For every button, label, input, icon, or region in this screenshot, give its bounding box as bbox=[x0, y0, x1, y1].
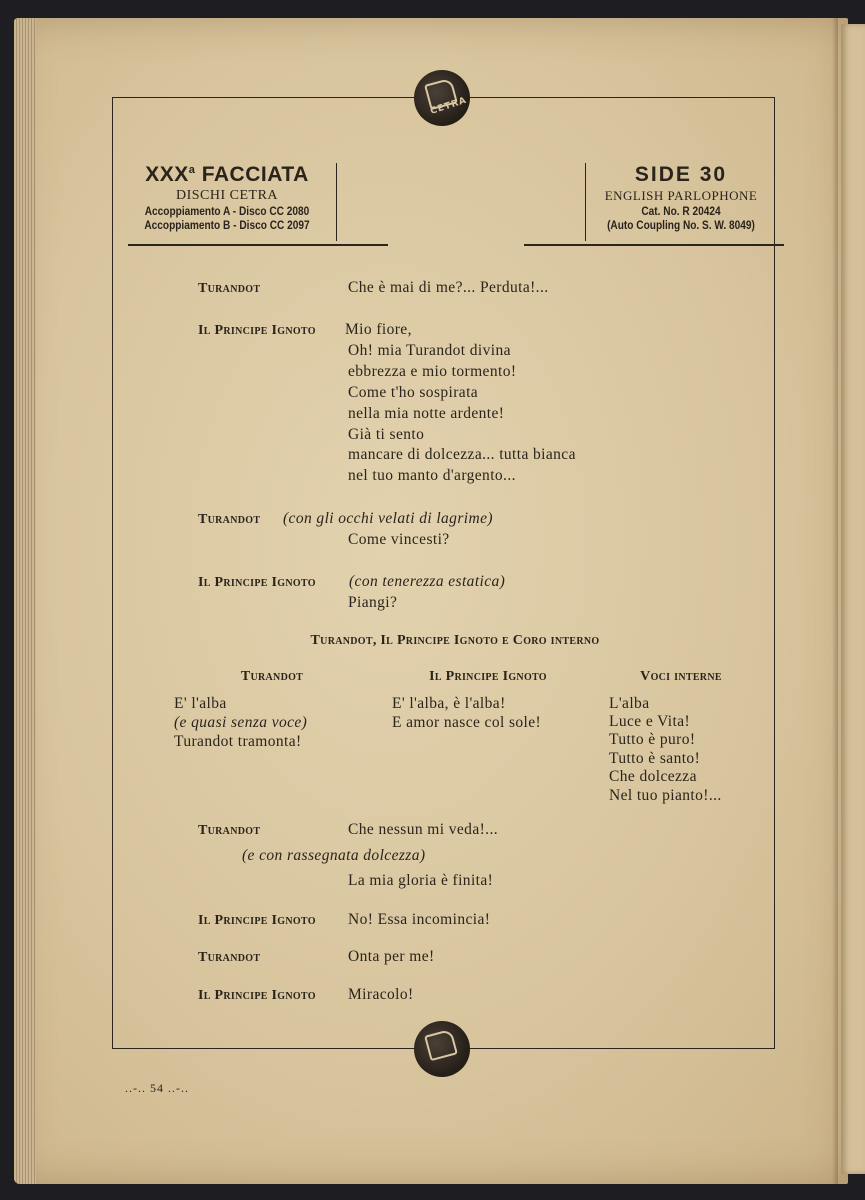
coupling-a: Accoppiamento A - Disco CC 2080 bbox=[144, 206, 310, 218]
speaker-name: Il Principe Ignoto bbox=[198, 988, 316, 1003]
verse-line: Che è mai di me?... Perduta!... bbox=[348, 279, 549, 296]
verse-line: No! Essa incomincia! bbox=[348, 911, 491, 928]
page-stack-edges bbox=[14, 18, 36, 1184]
spine-shadow bbox=[832, 18, 838, 1184]
verse-line: La mia gloria è finita! bbox=[348, 872, 494, 889]
auto-coupling: (Auto Coupling No. S. W. 8049) bbox=[607, 220, 755, 232]
verse-line: mancare di dolcezza... tutta bianca bbox=[348, 446, 576, 463]
verse-line: E amor nasce col sole! bbox=[392, 714, 542, 731]
page-number: ..-.. 54 ..-.. bbox=[125, 1081, 189, 1095]
verse-line: Mio fiore, bbox=[345, 321, 412, 338]
verse-line: Luce e Vita! bbox=[609, 713, 691, 730]
verse-line: Come t'ho sospirata bbox=[348, 384, 479, 401]
speaker-name: Turandot bbox=[198, 950, 261, 965]
verse-line: Miracolo! bbox=[348, 986, 414, 1003]
verse-line: L'alba bbox=[609, 695, 650, 712]
column-header-principe: Il Principe Ignoto bbox=[429, 669, 547, 684]
verse-line: Già ti sento bbox=[348, 426, 425, 443]
speaker-name: Turandot bbox=[198, 281, 261, 296]
verse-line: Che dolcezza bbox=[609, 768, 697, 785]
ensemble-heading: Turandot, Il Principe Ignoto e Coro interno bbox=[310, 633, 600, 648]
header-left bbox=[118, 163, 337, 241]
verse-line: Piangi? bbox=[348, 594, 398, 611]
cetra-logo-bottom bbox=[414, 1021, 470, 1077]
verse-line: E' l'alba bbox=[174, 695, 227, 712]
column-header-voci: Voci interne bbox=[640, 669, 722, 684]
verse-line: nella mia notte ardente! bbox=[348, 405, 505, 422]
verse-line: Onta per me! bbox=[348, 948, 435, 965]
adjacent-page-edge bbox=[841, 24, 865, 1174]
coupling-b: Accoppiamento B - Disco CC 2097 bbox=[144, 220, 310, 232]
header-rule-left bbox=[128, 244, 388, 246]
cetra-logo-top bbox=[414, 70, 470, 126]
stage-direction: (e con rassegnata dolcezza) bbox=[242, 847, 426, 864]
verse-line: nel tuo manto d'argento... bbox=[348, 467, 516, 484]
header-rule-right bbox=[524, 244, 784, 246]
column-header-turandot: Turandot bbox=[240, 669, 304, 684]
verse-line: Nel tuo pianto!... bbox=[609, 787, 722, 804]
header-right bbox=[585, 163, 776, 241]
catalogue-number: Cat. No. R 20424 bbox=[641, 206, 721, 218]
speaker-name: Il Principe Ignoto bbox=[198, 913, 316, 928]
speaker-name: Turandot bbox=[198, 512, 261, 527]
verse-line: Che nessun mi veda!... bbox=[348, 821, 498, 838]
parlophone-subtitle: ENGLISH PARLOPHONE bbox=[604, 188, 758, 203]
logo-label: CETRA bbox=[429, 95, 469, 117]
speaker-name: Turandot bbox=[198, 823, 261, 838]
speaker-name: Il Principe Ignoto bbox=[198, 323, 316, 338]
verse-line: Oh! mia Turandot divina bbox=[348, 342, 511, 359]
stage-direction: (con tenerezza estatica) bbox=[349, 573, 506, 590]
stage-direction: (con gli occhi velati di lagrime) bbox=[283, 510, 493, 527]
stage-direction: (e quasi senza voce) bbox=[174, 714, 308, 731]
facciata-title: XXX$^a$ FACCIATA bbox=[145, 163, 309, 186]
verse-line: Turandot tramonta! bbox=[174, 733, 302, 750]
verse-line: Come vincesti? bbox=[348, 531, 450, 548]
verse-line: Tutto è puro! bbox=[609, 731, 696, 748]
verse-line: ebbrezza e mio tormento! bbox=[348, 363, 517, 380]
verse-line: Tutto è santo! bbox=[609, 750, 701, 767]
side-title: SIDE 30 bbox=[634, 163, 728, 186]
verse-line: E' l'alba, è l'alba! bbox=[392, 695, 506, 712]
speaker-name: Il Principe Ignoto bbox=[198, 575, 316, 590]
label-subtitle: DISCHI CETRA bbox=[175, 188, 279, 203]
lyre-icon bbox=[424, 1029, 458, 1061]
